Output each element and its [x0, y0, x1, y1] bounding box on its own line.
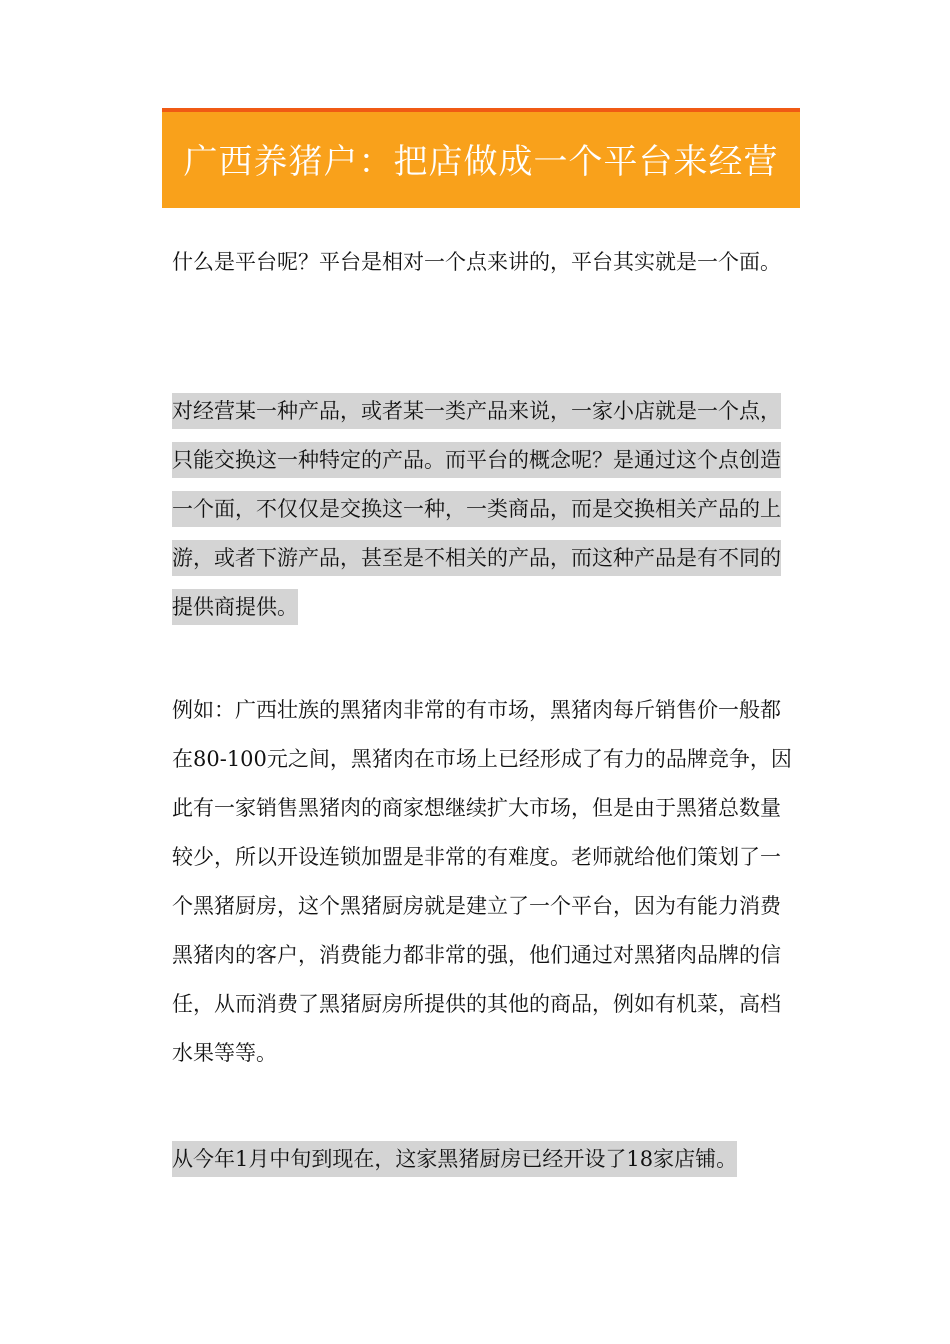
- page-title: 广西养猪户：把店做成一个平台来经营: [183, 142, 779, 182]
- highlighted-paragraph-text: 从今年1月中旬到现在，这家黑猪厨房已经开设了18家店铺。: [172, 1141, 737, 1177]
- highlighted-paragraph-text: 对经营某一种产品，或者某一类产品来说，一家小店就是一个点，只能交换这一种特定的产品。而平台的概念呢？是通过这个点创造一个面，不仅仅是交换这一种，一类商品，而是交换相关产品的上游，或者下游产品，甚至是不相关的产品，而这种产品是有不同的提供商提供。: [172, 393, 781, 625]
- paragraph-platform-concept: [172, 387, 792, 632]
- paragraph-text: 什么是平台呢？平台是相对一个点来讲的，平台其实就是一个面。: [172, 250, 781, 274]
- paragraph-example: [172, 686, 792, 1078]
- paragraph-definition: [172, 238, 792, 287]
- title-banner: [162, 108, 800, 208]
- paragraph-result: [172, 1135, 792, 1184]
- paragraph-text: 例如：广西壮族的黑猪肉非常的有市场，黑猪肉每斤销售价一般都在80-100元之间，黑猪肉在市场上已经形成了有力的品牌竞争，因此有一家销售黑猪肉的商家想继续扩大市场，但是由于黑猪总数量较少，所以开设连锁加盟是非常的有难度。老师就给他们策划了一个黑猪厨房，这个黑猪厨房就是建立了一个平台，因为有能力消费黑猪肉的客户，消费能力都非常的强，他们通过对黑猪肉品牌的信任，从而消费了黑猪厨房所提供的其他的商品，例如有机菜，高档水果等等。: [172, 698, 792, 1065]
